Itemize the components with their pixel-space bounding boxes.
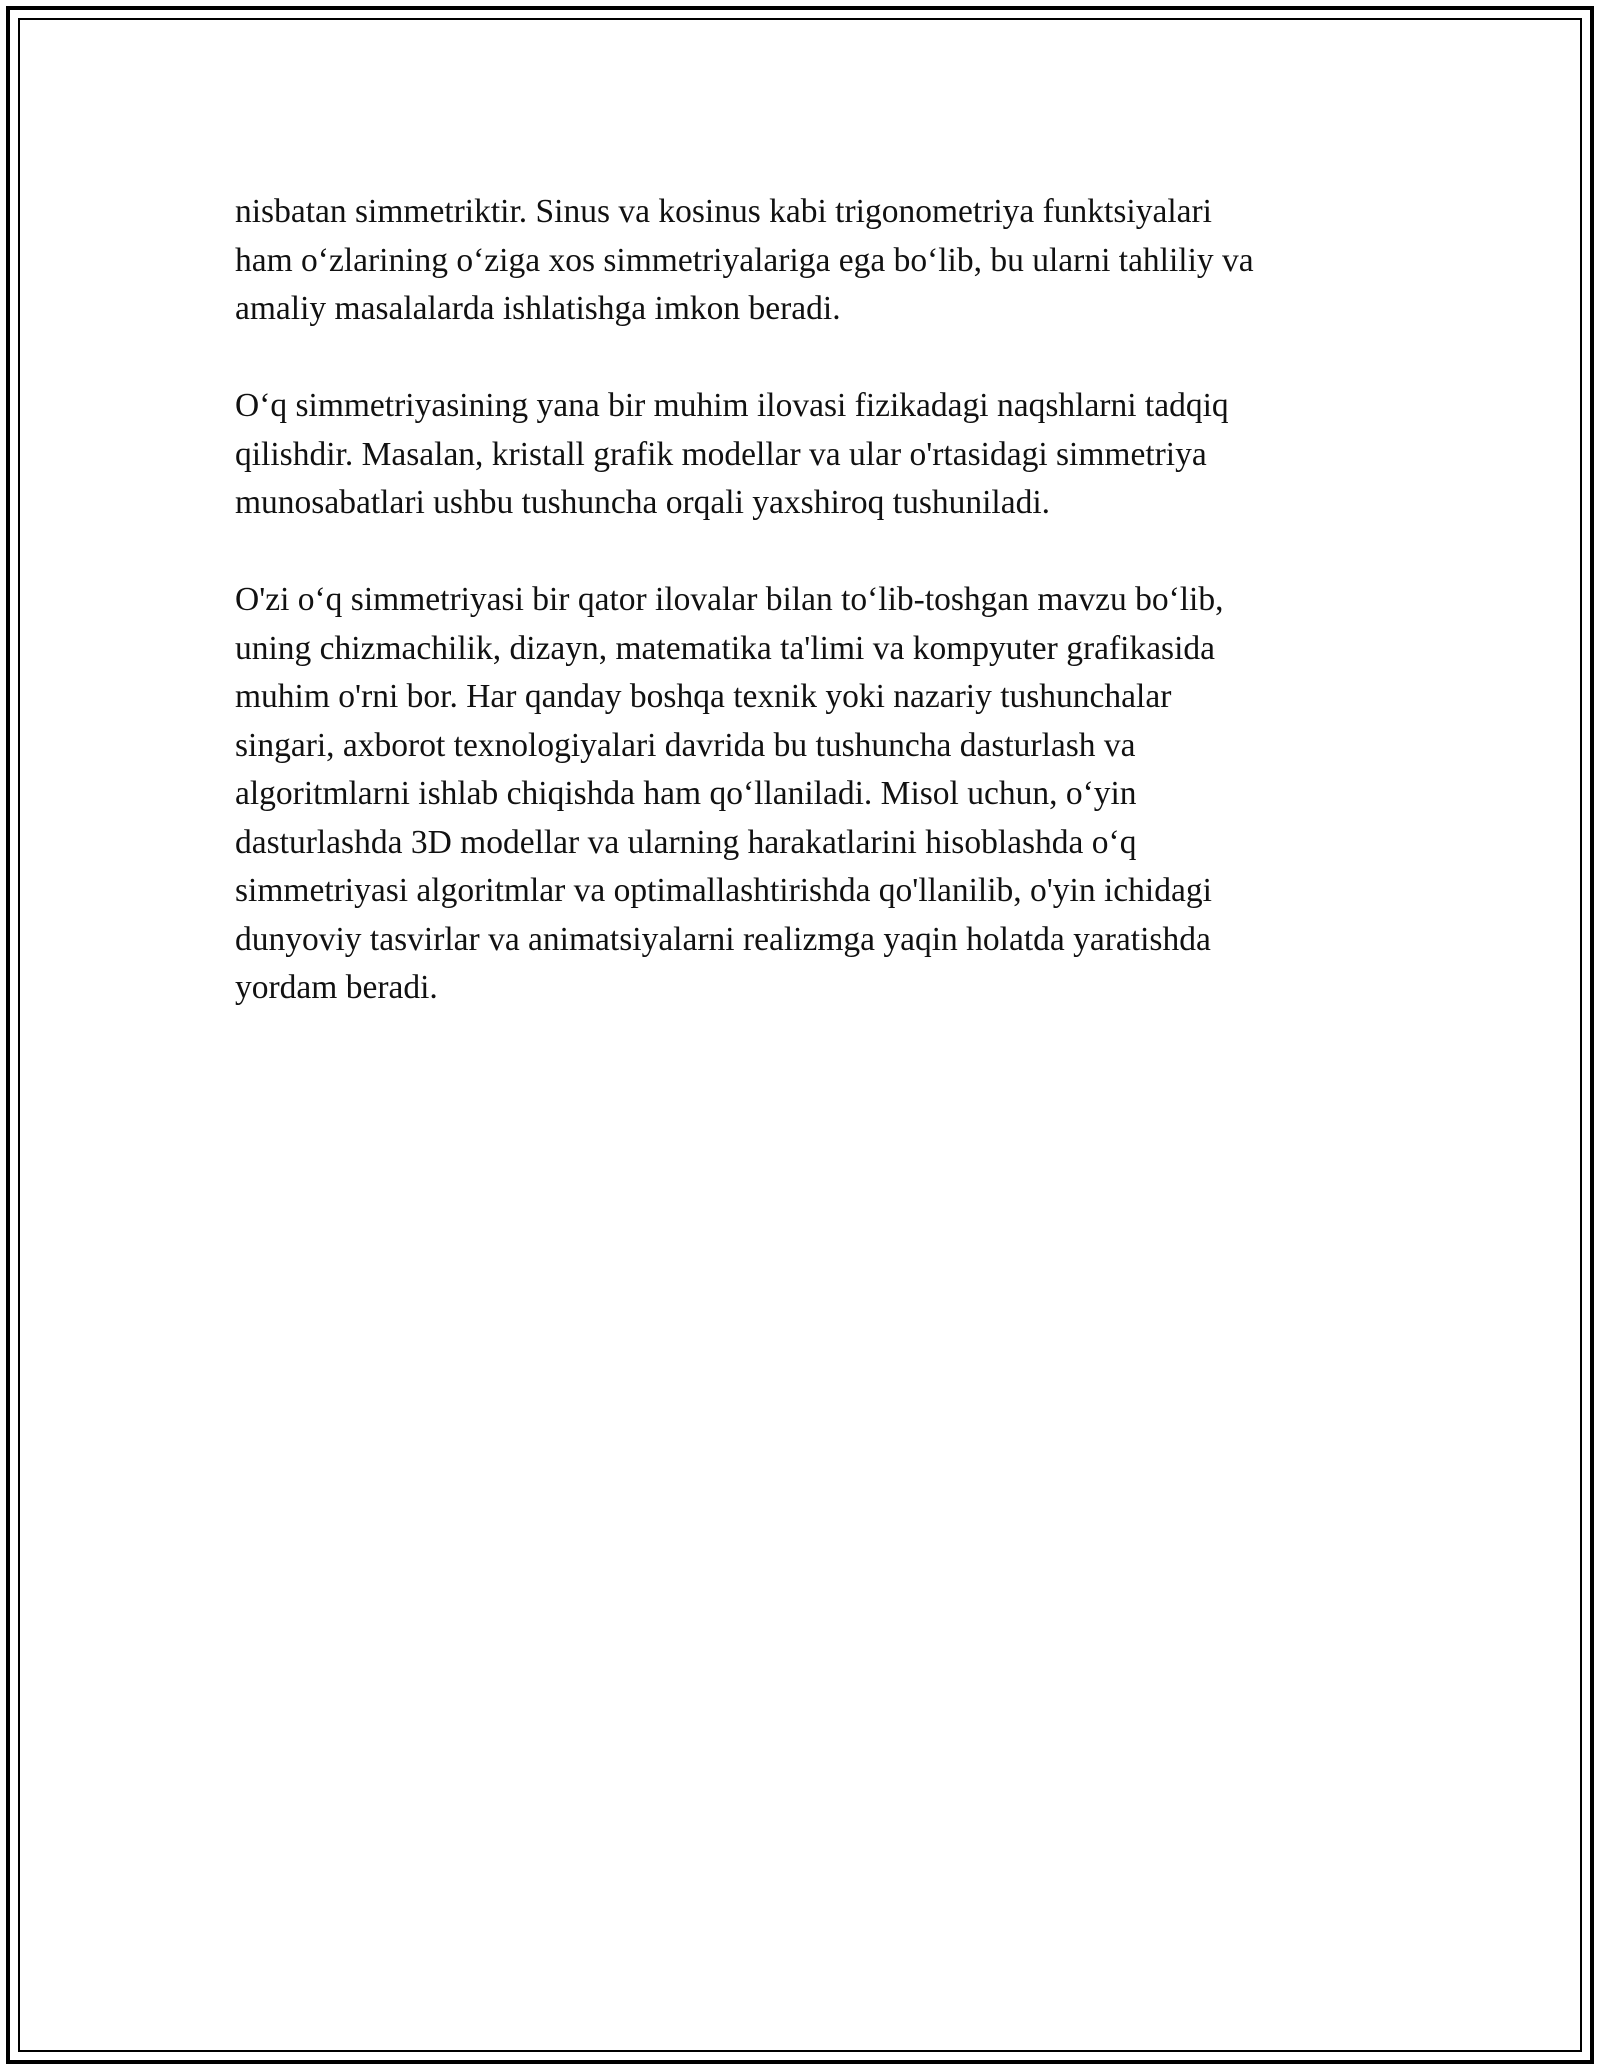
paragraph-2 — [235, 382, 1395, 528]
text-line: munosabatlari ushbu tushuncha orqali yaxshiroq tushuniladi. — [235, 484, 1051, 521]
text-line: dasturlashda 3D modellar va ularning harakatlarini hisoblashda o‘q — [235, 823, 1137, 861]
text-line: O'zi o‘q simmetriyasi bir qator ilovalar bilan to‘lib-toshgan mavzu bo‘lib, — [235, 581, 1224, 618]
text-line: ham o‘zlarining o‘ziga xos simmetriyalariga ega bo‘lib, bu ularni tahliliy va — [235, 241, 1254, 279]
text-line: amaliy masalalarda ishlatishga imkon beradi. — [235, 290, 841, 327]
text-line: uning chizmachilik, dizayn, matematika ta'limi va kompyuter grafikasida — [235, 629, 1216, 667]
text-line: muhim o'rni bor. Har qanday boshqa texnik yoki nazariy tushunchalar — [235, 678, 1172, 715]
text-line: singari, axborot texnologiyalari davrida bu tushuncha dasturlash va — [235, 726, 1136, 764]
text-line: O‘q simmetriyasining yana bir muhim ilovasi fizikadagi naqshlarni tadqiq — [235, 387, 1229, 424]
text-line: yordam beradi. — [235, 969, 438, 1006]
text-line: algoritmlarni ishlab chiqishda ham qo‘llaniladi. Misol uchun, o‘yin — [235, 775, 1137, 812]
paragraph-3 — [235, 576, 1395, 1013]
document-body — [235, 188, 1395, 1013]
text-line: dunyoviy tasvirlar va animatsiyalarni realizmga yaqin holatda yaratishda — [235, 920, 1211, 958]
paragraph-1 — [235, 188, 1395, 334]
text-line: nisbatan simmetriktir. Sinus va kosinus kabi trigonometriya funktsiyalari — [235, 193, 1212, 230]
text-line: qilishdir. Masalan, kristall grafik modellar va ular o'rtasidagi simmetriya — [235, 435, 1207, 473]
text-line: simmetriyasi algoritmlar va optimallashtirishda qo'llanilib, o'yin ichidagi — [235, 872, 1212, 909]
